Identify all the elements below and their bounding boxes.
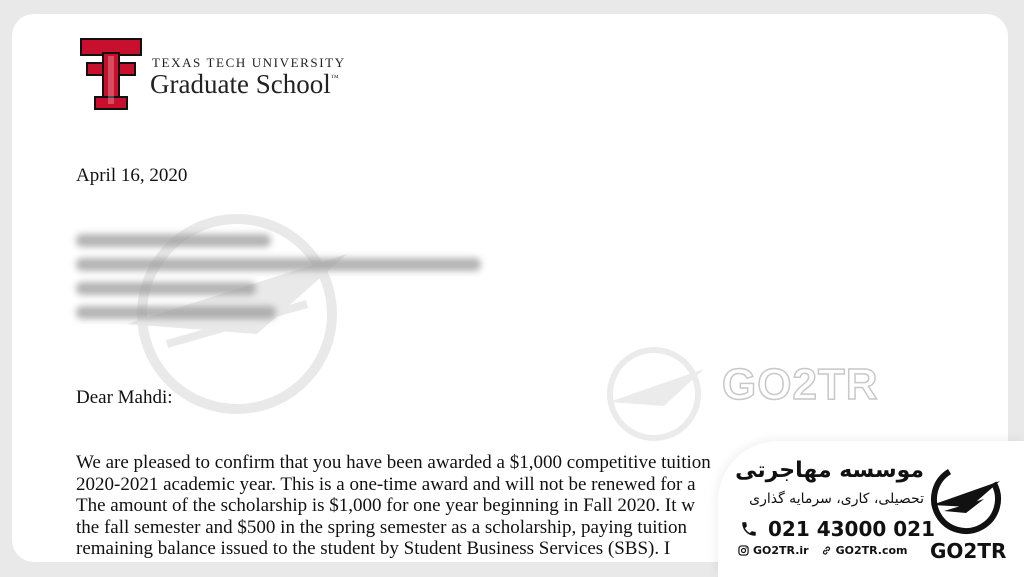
- body-line: the fall semester and $500 in the spring semester as a scholarship, paying tuition: [76, 516, 688, 538]
- body-line: The amount of the scholarship is $1,000 for one year beginning in Fall 2020. It w: [76, 495, 695, 516]
- trademark-mark: ™: [330, 73, 339, 82]
- ad-card[interactable]: [718, 441, 1024, 577]
- body-line: 2020-2021 academic year. This is a one-time award and will not be renewed for a: [76, 473, 696, 495]
- redacted-address-block: [76, 234, 481, 330]
- body-line: remaining balance issued to the student by Student Business Services (SBS). I: [76, 538, 671, 559]
- body-line: We are pleased to confirm that you have been awarded a $1,000 competitive tuition: [76, 452, 711, 473]
- ad-links: [738, 544, 908, 557]
- ad-phone-row[interactable]: [740, 517, 935, 541]
- school-name: [150, 69, 339, 100]
- instagram-handle: GO2TR.ir: [753, 544, 809, 557]
- ad-title: موسسه مهاجرتی: [735, 458, 924, 483]
- letter-date: April 16, 2020: [76, 165, 188, 186]
- link-icon: [821, 545, 832, 556]
- school-name-text: Graduate School: [150, 69, 331, 99]
- university-name: TEXAS TECH UNIVERSITY: [152, 55, 346, 70]
- instagram-link[interactable]: [738, 544, 809, 557]
- watermark-text: GO2TR: [722, 360, 879, 409]
- website-link[interactable]: [821, 544, 908, 557]
- instagram-icon: [738, 545, 749, 556]
- phone-icon: [740, 520, 758, 538]
- ad-subtitle: تحصیلی، کاری، سرمایه گذاری: [749, 491, 924, 507]
- ad-phone-number: 021 43000 021: [768, 517, 936, 541]
- website-url: GO2TR.com: [835, 544, 908, 557]
- ad-brand-name: GO2TR: [930, 539, 1007, 563]
- double-t-logo-icon: [80, 38, 142, 110]
- salutation: Dear Mahdi:: [76, 387, 173, 408]
- go2tr-plane-logo-icon: [926, 459, 1006, 539]
